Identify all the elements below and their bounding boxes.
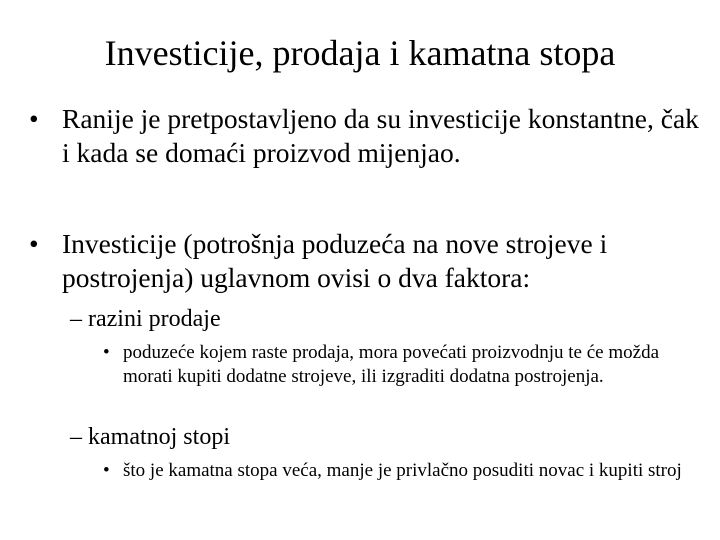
sub-item-interest-rate: – kamatnoj stopi (70, 424, 230, 450)
bullet-icon: • (29, 228, 39, 259)
bullet-item-previous-assumption (29, 102, 709, 170)
bullet-text: Investicije (potrošnja poduzeća na nove strojeve i postrojenja) uglavnom ovisi o dva faktora: (62, 228, 608, 293)
bullet-icon: • (103, 460, 110, 481)
bullet-text: Ranije je pretpostavljeno da su investicije konstantne, čak i kada se domaći proizvod mijenjao. (62, 103, 699, 168)
sub-item-sales-level: – razini prodaje (70, 306, 221, 332)
sub-sub-item-sales-explanation (103, 341, 703, 389)
bullet-text: što je kamatna stopa veća, manje je privlačno posuditi novac i kupiti stroj (123, 460, 682, 481)
slide-title: Investicije, prodaja i kamatna stopa (104, 33, 616, 73)
sub-sub-item-interest-explanation (103, 459, 703, 483)
bullet-text: poduzeće kojem raste prodaja, mora povećati proizvodnju te će možda morati kupiti dodatne strojeve, ili izgraditi dodatna postrojenja. (123, 342, 659, 387)
bullet-item-investment-factors (29, 227, 709, 295)
bullet-icon: • (29, 103, 39, 134)
bullet-icon: • (103, 342, 110, 363)
